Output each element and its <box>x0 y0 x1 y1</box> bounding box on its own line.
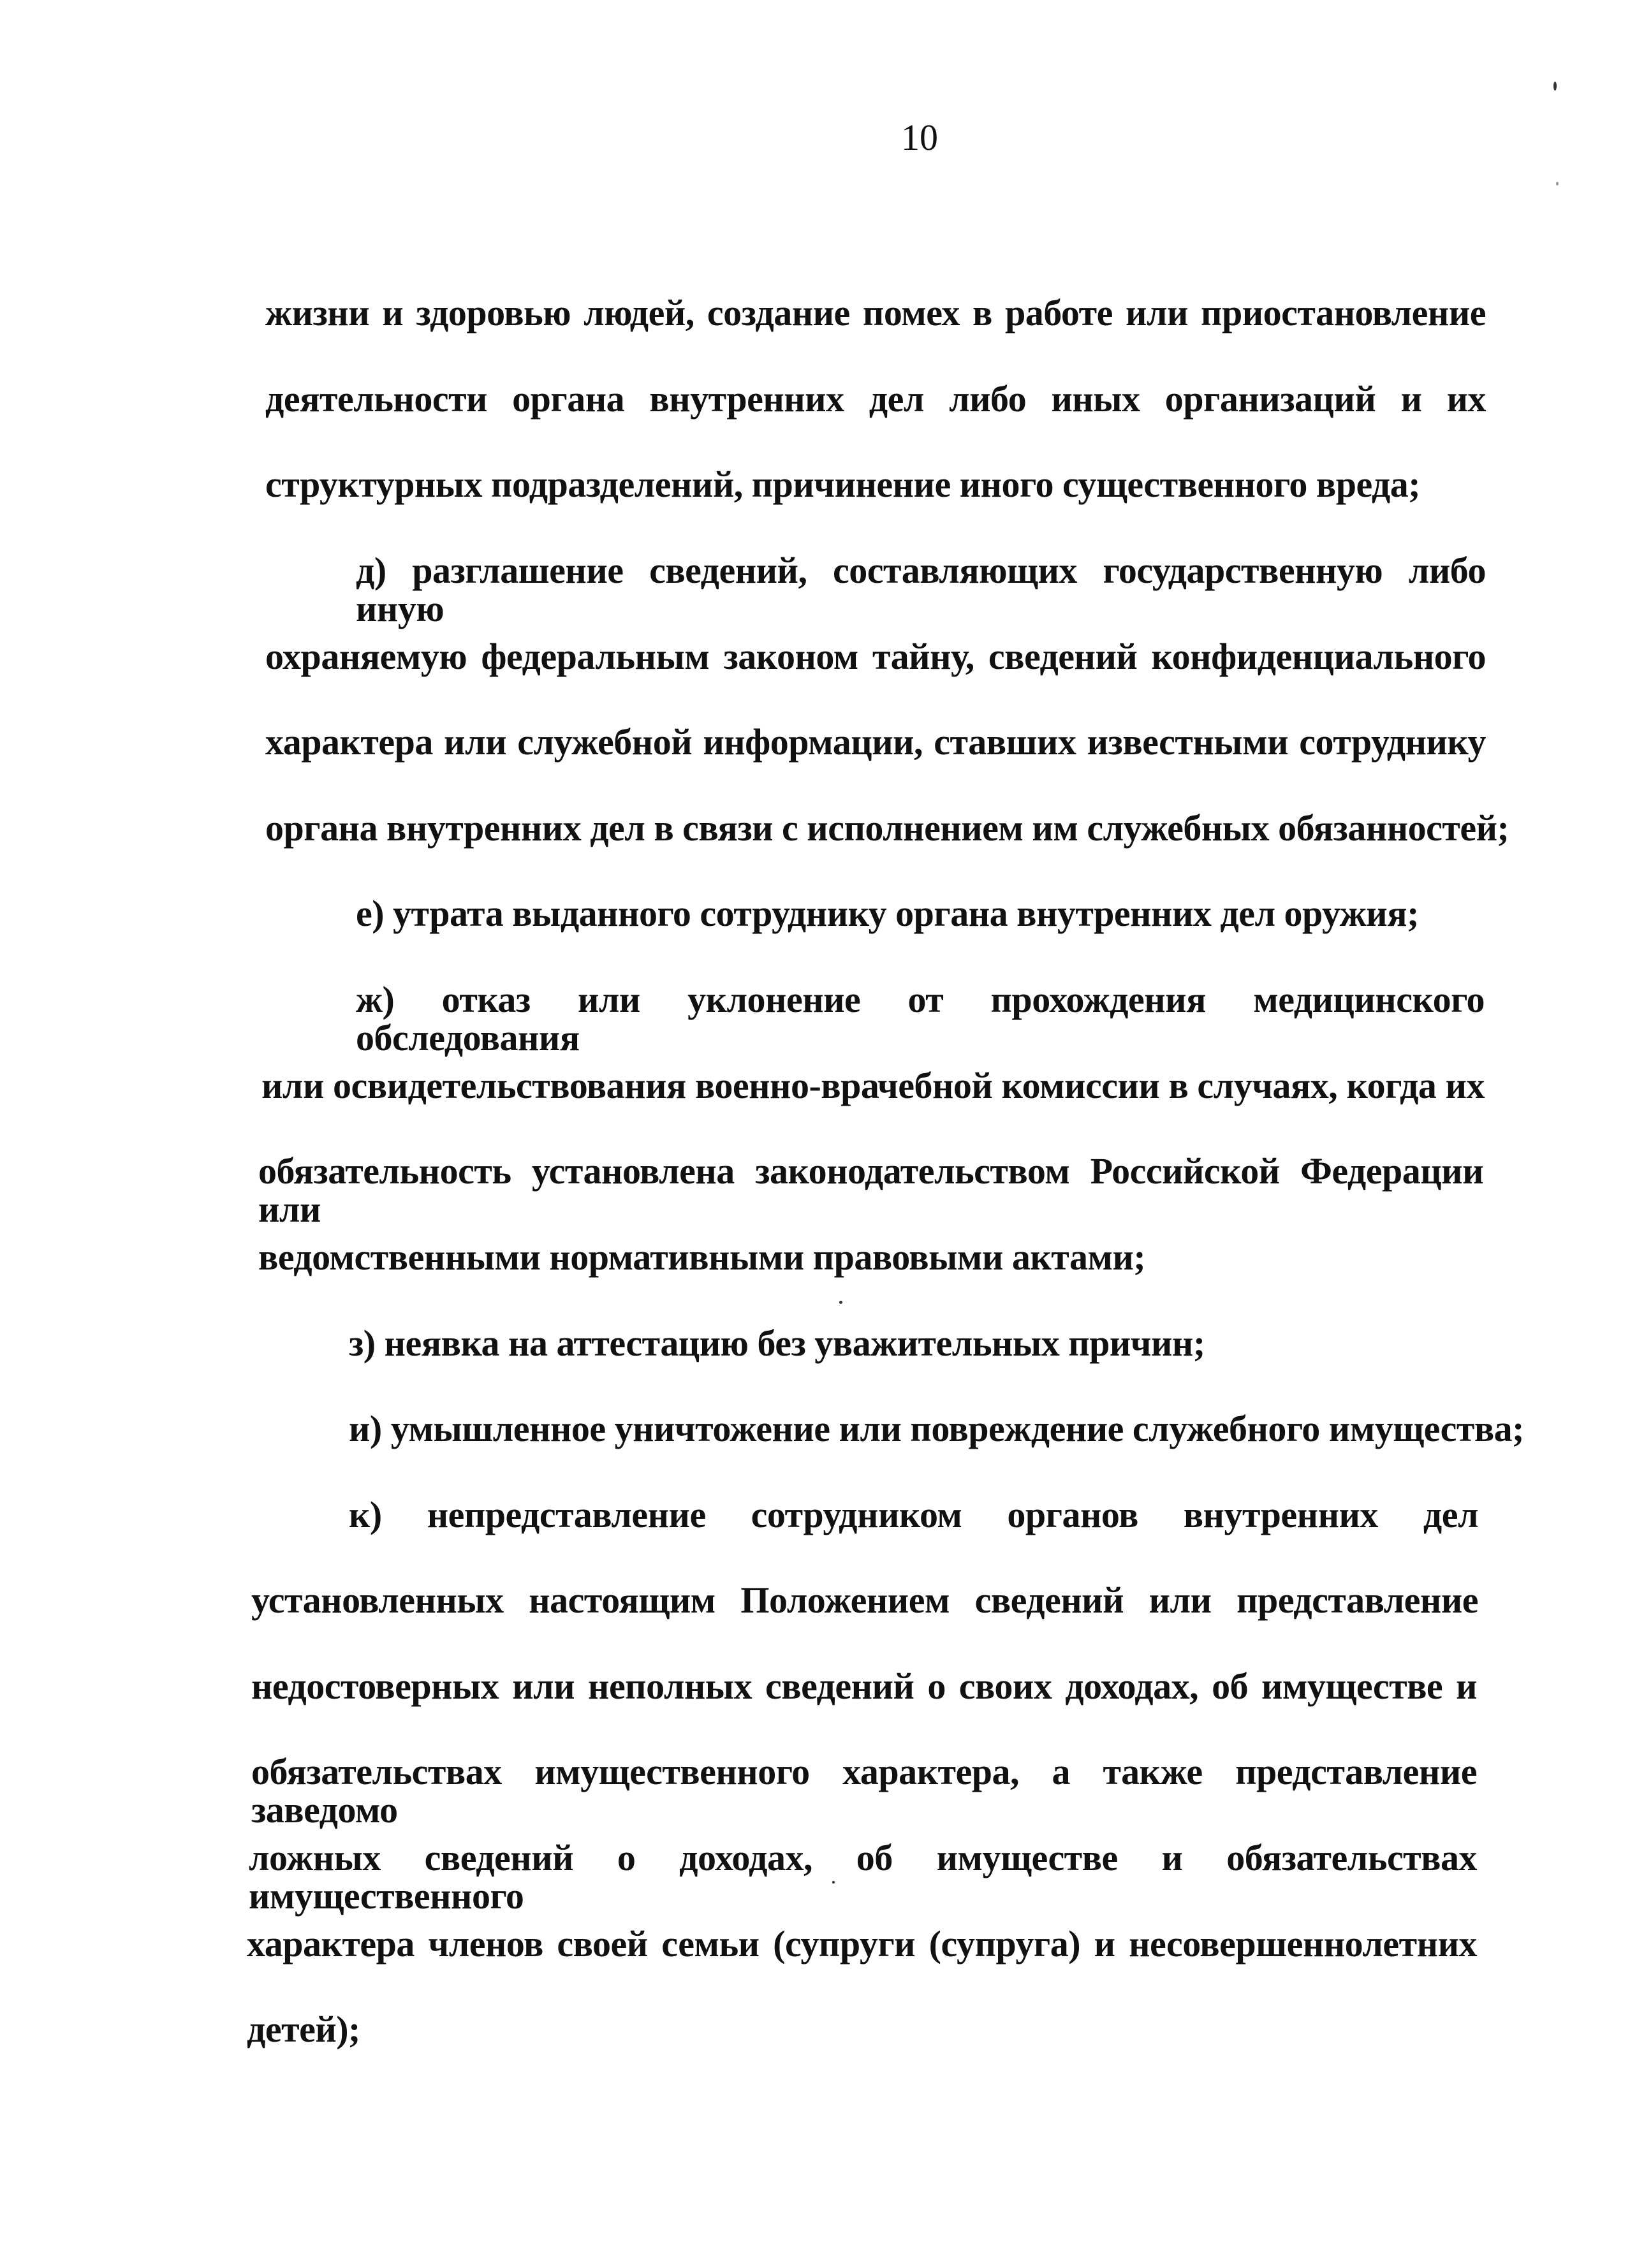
text-line: установленных настоящим Положением сведений или представление <box>251 1579 1478 1621</box>
text-line: обязательность установлена законодательством Российской Федерации или <box>258 1150 1483 1230</box>
text-line: органа внутренних дел в связи с исполнением им служебных обязанностей; <box>265 807 1509 849</box>
text-line: характера членов своей семьи (супруги (супруга) и несовершеннолетних <box>247 1923 1477 1964</box>
scan-speck <box>1556 182 1559 186</box>
text-line: ведомственными нормативными правовыми актами; <box>258 1236 1146 1278</box>
text-line: д) разглашение сведений, составляющих государственную либо иную <box>356 550 1486 629</box>
text-line: или освидетельствования военно-врачебной комиссии в случаях, когда их <box>261 1065 1485 1106</box>
text-line: структурных подразделений, причинение иного существенного вреда; <box>265 464 1421 505</box>
page-number: 10 <box>901 117 938 158</box>
text-line: характера или служебной информации, ставших известными сотруднику <box>265 721 1486 763</box>
text-line: з) неявка на аттестацию без уважительных причин; <box>349 1322 1205 1364</box>
text-line: деятельности органа внутренних дел либо иных организаций и их <box>265 378 1486 420</box>
scan-speck <box>832 1881 835 1884</box>
scan-speck <box>1553 82 1557 91</box>
text-line: и) умышленное уничтожение или повреждение служебного имущества; <box>349 1408 1524 1449</box>
text-line: детей); <box>247 2008 360 2050</box>
text-line: ж) отказ или уклонение от прохождения медицинского обследования <box>356 979 1485 1058</box>
text-line: недостоверных или неполных сведений о своих доходах, об имуществе и <box>251 1665 1477 1707</box>
text-line: е) утрата выданного сотруднику органа внутренних дел оружия; <box>356 893 1419 934</box>
text-line: обязательствах имущественного характера, а также представление заведомо <box>251 1751 1477 1831</box>
text-line: жизни и здоровью людей, создание помех в работе или приостановление <box>265 292 1486 333</box>
text-line: охраняемую федеральным законом тайну, сведений конфиденциального <box>265 636 1486 677</box>
text-line: ложных сведений о доходах, об имуществе и обязательствах имущественного <box>249 1837 1477 1917</box>
text-line: к) непредставление сотрудником органов внутренних дел <box>349 1494 1478 1535</box>
scan-speck <box>839 1301 842 1304</box>
